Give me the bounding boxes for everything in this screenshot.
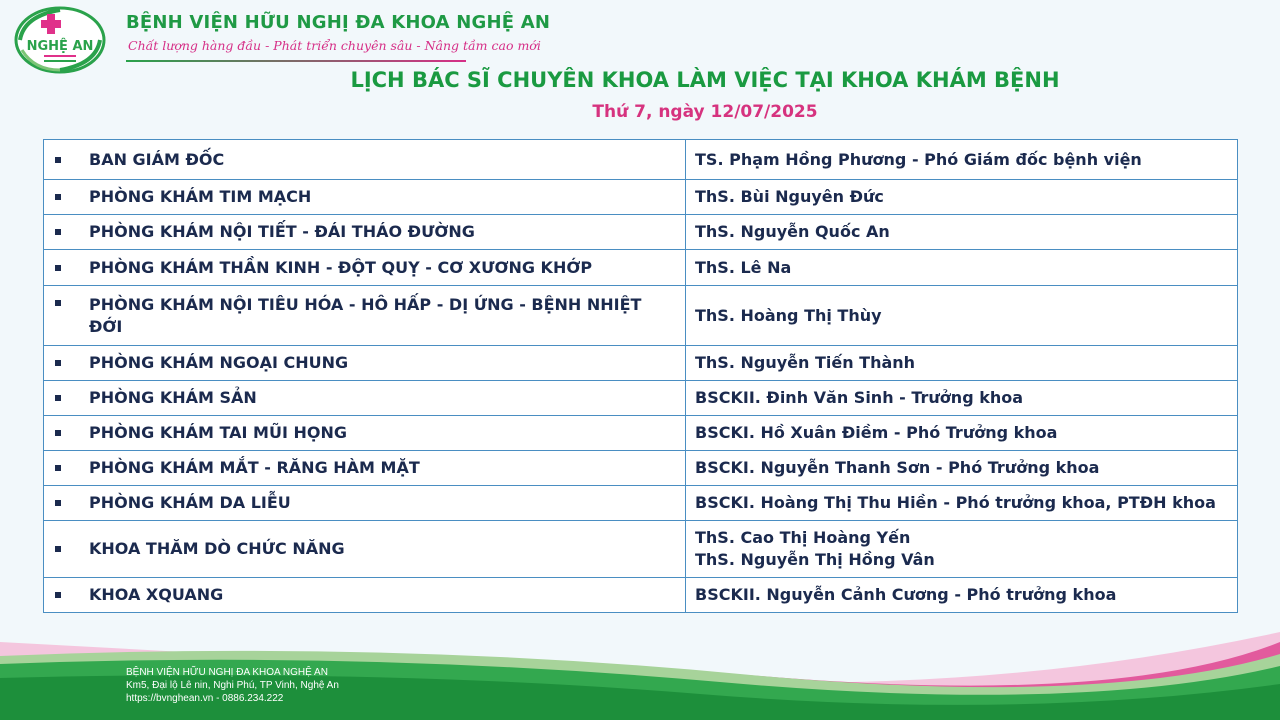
department-name: PHÒNG KHÁM NỘI TIÊU HÓA - HÔ HẤP - DỊ ỨNG - BỆNH NHIỆT ĐỚI — [89, 294, 642, 336]
footer-address: Km5, Đại lộ Lê nin, Nghi Phú, TP Vinh, Nghệ An — [126, 680, 339, 691]
table-row — [44, 521, 1238, 578]
department-cell — [44, 180, 686, 215]
doctor-cell — [686, 381, 1238, 416]
footer-contact: https://bvnghean.vn - 0886.234.222 — [126, 693, 284, 704]
doctor-cell — [686, 286, 1238, 346]
department-name: PHÒNG KHÁM NGOẠI CHUNG — [89, 353, 349, 372]
table-row — [44, 215, 1238, 250]
footer-hospital-name: BỆNH VIỆN HỮU NGHỊ ĐA KHOA NGHỆ AN — [126, 667, 328, 678]
doctor-cell — [686, 215, 1238, 250]
department-cell — [44, 486, 686, 521]
department-cell — [44, 286, 686, 346]
doctor-cell — [686, 250, 1238, 286]
bullet-icon — [55, 300, 61, 306]
table-row — [44, 140, 1238, 180]
hospital-name: BỆNH VIỆN HỮU NGHỊ ĐA KHOA NGHỆ AN — [126, 12, 551, 33]
schedule-table — [43, 139, 1238, 613]
bullet-icon — [55, 592, 61, 598]
doctor-cell — [686, 521, 1238, 578]
page-subtitle-date: Thứ 7, ngày 12/07/2025 — [592, 102, 818, 122]
department-name: PHÒNG KHÁM TAI MŨI HỌNG — [89, 423, 348, 442]
table-row — [44, 416, 1238, 451]
doctor-name: ThS. Cao Thị Hoàng Yến — [695, 528, 911, 547]
doctor-name: BSCKII. Đinh Văn Sinh - Trưởng khoa — [695, 388, 1024, 407]
department-name: PHÒNG KHÁM TIM MẠCH — [89, 187, 312, 206]
table-row — [44, 578, 1238, 613]
doctor-cell — [686, 140, 1238, 180]
table-row — [44, 451, 1238, 486]
bullet-icon — [55, 430, 61, 436]
bullet-icon — [55, 157, 61, 163]
department-name: KHOA THĂM DÒ CHỨC NĂNG — [89, 539, 345, 558]
department-cell — [44, 250, 686, 286]
bullet-icon — [55, 500, 61, 506]
table-row — [44, 346, 1238, 381]
doctor-name: TS. Phạm Hồng Phương - Phó Giám đốc bệnh viện — [695, 149, 1142, 169]
doctor-name: ThS. Lê Na — [695, 257, 792, 277]
doctor-cell — [686, 578, 1238, 613]
doctor-name: ThS. Nguyễn Quốc An — [695, 222, 890, 241]
doctor-name: ThS. Nguyễn Thị Hồng Vân — [695, 550, 935, 569]
doctor-cell — [686, 486, 1238, 521]
bullet-icon — [55, 194, 61, 200]
bullet-icon — [55, 546, 61, 552]
doctor-name: ThS. Nguyễn Tiến Thành — [695, 353, 916, 372]
table-row — [44, 286, 1238, 346]
department-name: PHÒNG KHÁM NỘI TIẾT - ĐÁI THÁO ĐƯỜNG — [89, 222, 475, 241]
bullet-icon — [55, 395, 61, 401]
hospital-slogan: Chất lượng hàng đầu - Phát triển chuyên sâu - Nâng tầm cao mới — [128, 38, 541, 53]
doctor-name: ThS. Bùi Nguyên Đức — [695, 187, 884, 206]
department-name: BAN GIÁM ĐỐC — [89, 149, 225, 169]
doctor-cell — [686, 451, 1238, 486]
doctor-name: BSCKII. Nguyễn Cảnh Cương - Phó trưởng khoa — [695, 585, 1117, 604]
department-name: PHÒNG KHÁM MẮT - RĂNG HÀM MẶT — [89, 458, 420, 477]
hospital-logo — [14, 6, 106, 74]
slogan-divider — [126, 60, 466, 62]
bullet-icon — [55, 465, 61, 471]
department-cell — [44, 416, 686, 451]
bullet-icon — [55, 229, 61, 235]
department-cell — [44, 140, 686, 180]
department-cell — [44, 346, 686, 381]
department-cell — [44, 215, 686, 250]
doctor-name: BSCKI. Hồ Xuân Điềm - Phó Trưởng khoa — [695, 423, 1058, 442]
department-name: KHOA XQUANG — [89, 585, 224, 604]
department-cell — [44, 578, 686, 613]
department-name: PHÒNG KHÁM SẢN — [89, 388, 257, 407]
table-row — [44, 180, 1238, 215]
doctor-name: BSCKI. Nguyễn Thanh Sơn - Phó Trưởng khoa — [695, 458, 1100, 477]
doctor-cell — [686, 180, 1238, 215]
page-title: LỊCH BÁC SĨ CHUYÊN KHOA LÀM VIỆC TẠI KHOA KHÁM BỆNH — [350, 68, 1060, 92]
table-row — [44, 486, 1238, 521]
bullet-icon — [55, 265, 61, 271]
department-name: PHÒNG KHÁM THẦN KINH - ĐỘT QUỴ - CƠ XƯƠNG KHỚP — [89, 257, 593, 277]
footer-info — [126, 666, 339, 705]
doctor-name: ThS. Hoàng Thị Thùy — [695, 305, 882, 325]
table-row — [44, 381, 1238, 416]
doctor-name: BSCKI. Hoàng Thị Thu Hiền - Phó trưởng khoa, PTĐH khoa — [695, 493, 1216, 512]
bullet-icon — [55, 360, 61, 366]
department-cell — [44, 521, 686, 578]
department-name: PHÒNG KHÁM DA LIỄU — [89, 493, 291, 512]
doctor-cell — [686, 416, 1238, 451]
table-row — [44, 250, 1238, 286]
logo-text: NGHỆ AN — [26, 39, 94, 54]
department-cell — [44, 381, 686, 416]
department-cell — [44, 451, 686, 486]
doctor-cell — [686, 346, 1238, 381]
